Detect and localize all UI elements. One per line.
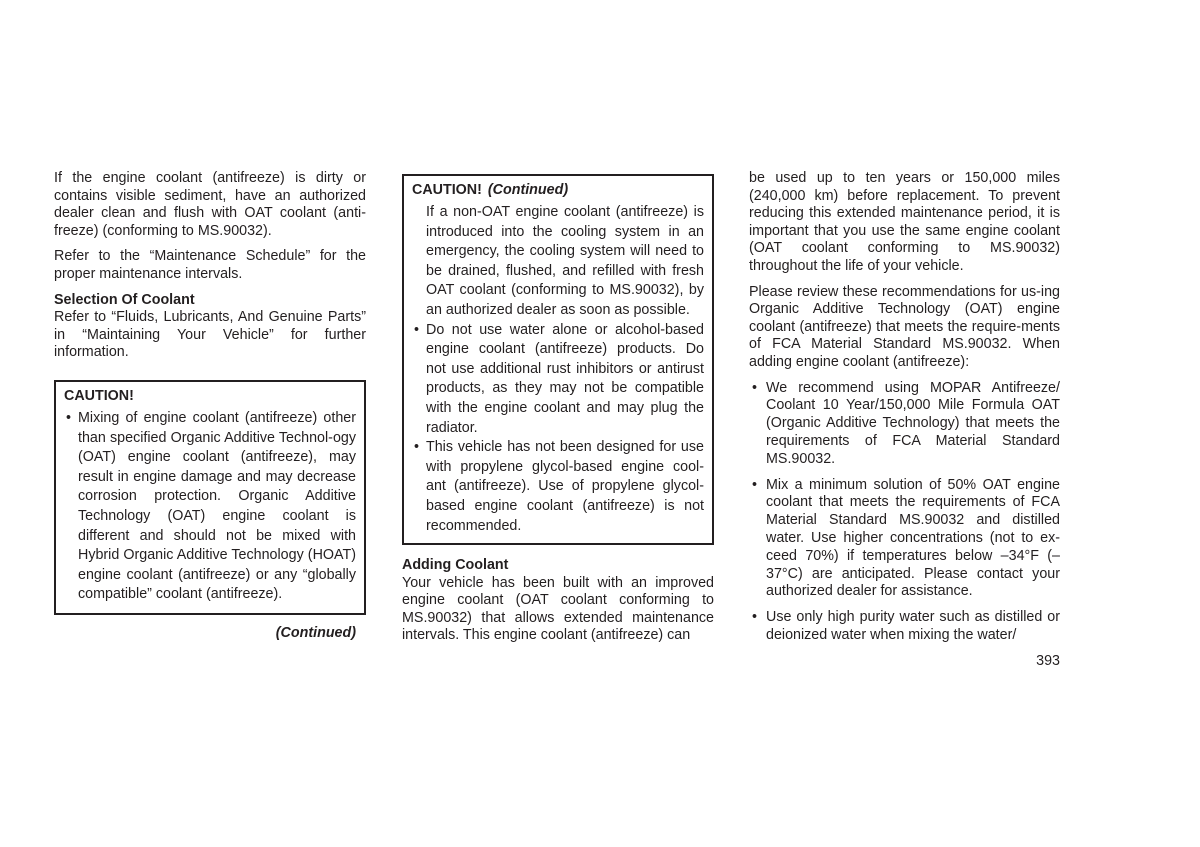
bullet-icon: • [752, 476, 758, 493]
caution-item-text: This vehicle has not been designed for use with propylene glycol-based engine cool-ant (antifreeze). Use of propylene glycol-based engine coolant (antifreeze) is not recommended. [426, 439, 704, 534]
continued-label: (Continued) [275, 624, 356, 641]
caution-continued-label: (Continued) [487, 182, 569, 198]
paragraph-refer-fluids: Refer to “Fluids, Lubricants, And Genuine Parts” in “Maintaining Your Vehicle” for further information. [54, 309, 366, 361]
heading-selection-of-coolant: Selection Of Coolant [54, 291, 195, 308]
caution-list [412, 203, 704, 536]
list-item [749, 609, 1060, 645]
list-item [749, 380, 1060, 469]
caution-list [64, 409, 356, 605]
list-item-text: Use only high purity water such as distilled or deionized water when mixing the water/ [766, 609, 1060, 643]
recommendation-list [749, 380, 1060, 645]
list-item-text: We recommend using MOPAR Antifreeze/ Coolant 10 Year/150,000 Mile Formula OAT (Organic Additive Technology) that meets the requirements of FCA Material Standard MS.90032. [766, 379, 1060, 467]
caution-box-continued [402, 174, 714, 545]
column-right [749, 170, 1060, 653]
paragraph-dirty-coolant: If the engine coolant (antifreeze) is dirty or contains visible sediment, have an authorized dealer clean and flush with OAT coolant (anti-freeze) (conforming to MS.90032). [54, 170, 366, 239]
caution-item-text: Mixing of engine coolant (antifreeze) other than specified Organic Additive Technol-ogy (OAT) engine coolant (antifreeze), may result in engine damage and may decrease corrosion protection. Organic Additive Technology (OAT) engine coolant is different and should not be mixed with Hybrid Organic Additive Technology (HOAT) engine coolant (antifreeze) or any “globally compatible” coolant (antifreeze). [78, 409, 356, 603]
bullet-icon: • [414, 321, 420, 338]
caution-box-mixing [54, 380, 366, 615]
caution-title: CAUTION! [64, 387, 134, 404]
list-item [749, 477, 1060, 602]
caution-title: CAUTION! [412, 182, 482, 198]
caution-item-text: If a non-OAT engine coolant (antifreeze) is introduced into the cooling system in an emergency, the cooling system will need to be drained, flushed, and refilled with fresh OAT coolant (conforming to MS.90032), by an authorized dealer as soon as possible. [426, 204, 704, 318]
bullet-icon: • [752, 609, 758, 626]
bullet-icon: • [752, 379, 758, 396]
page-number: 393 [1036, 653, 1060, 669]
heading-adding-coolant: Adding Coolant [402, 557, 509, 573]
list-item-text: Mix a minimum solution of 50% OAT engine coolant that meets the requirements of FCA Material Standard MS.90032 and distilled water. Use higher concentrations (not to ex-ceed 70%) if temperatures below –34°F (–37°C) are anticipated. Please contact your authorized dealer for assistance. [766, 476, 1060, 600]
paragraph-recommendations: Please review these recommendations for us-ing Organic Additive Technology (OAT) engine coolant (antifreeze) that meets the require-ments of FCA Material Standard MS.90032. When adding engine coolant (antifreeze): [749, 283, 1060, 370]
paragraph-improved-coolant: Your vehicle has been built with an improved engine coolant (OAT coolant conforming to MS.90032) that allows extended maintenance intervals. This engine coolant (antifreeze) can [402, 574, 714, 644]
caution-item-text: Do not use water alone or alcohol-based engine coolant (antifreeze) products. Do not use additional rust inhibitors or antirust products, as they may not be compatible with the engine coolant and may plug the radiator. [426, 321, 704, 436]
column-middle [402, 170, 714, 645]
caution-title-continued [412, 181, 704, 200]
column-left [54, 170, 366, 641]
paragraph-ten-years: be used up to ten years or 150,000 miles (240,000 km) before replacement. To prevent reducing this extended maintenance period, it is important that you use the same engine coolant (OAT coolant conforming to MS.90032) throughout the life of your vehicle. [749, 170, 1060, 274]
caution-item [412, 203, 704, 321]
bullet-icon: • [66, 409, 72, 426]
caution-item [412, 438, 704, 536]
caution-item [412, 321, 704, 439]
caution-item [64, 409, 356, 605]
bullet-icon: • [414, 439, 420, 456]
paragraph-maintenance-schedule: Refer to the “Maintenance Schedule” for the proper maintenance intervals. [54, 248, 366, 282]
